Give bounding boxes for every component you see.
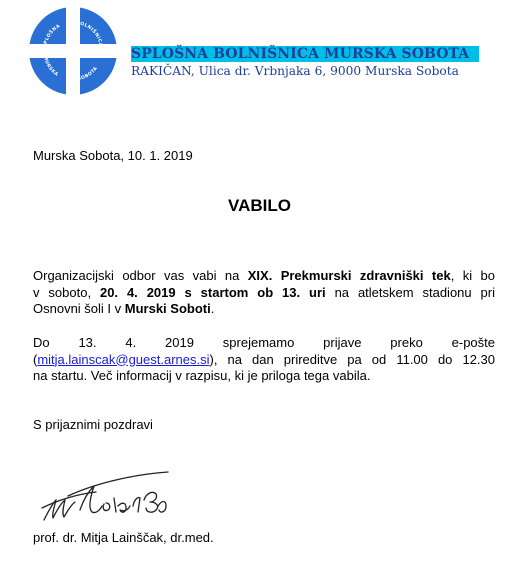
place-date: Murska Sobota, 10. 1. 2019	[33, 148, 193, 163]
event-place: Murski Soboti	[124, 301, 211, 316]
logo-text-bottom-left: MURSKA	[41, 55, 59, 78]
paragraph-line: na startu. Več informacij v razpisu, ki je priloga tega vabila.	[33, 368, 371, 383]
email-link[interactable]: mitja.lainscak@guest.arnes.si	[37, 351, 210, 367]
paragraph-invitation	[33, 268, 495, 318]
logo-text-top-right: BOLNIŠNICA	[75, 20, 103, 48]
text-run: .	[210, 301, 215, 316]
event-date: 20. 4. 2019 s startom ob 13. uri	[99, 284, 326, 300]
signer-name: prof. dr. Mitja Lainščak, dr.med.	[33, 530, 214, 545]
letter-title: VABILO	[228, 196, 291, 215]
paragraph-registration	[33, 335, 495, 385]
text-run: na atletskem stadionu pri	[325, 284, 495, 300]
paragraph-line: Do 13. 4. 2019 sprejemamo prijave preko e-pošte	[33, 335, 495, 350]
text-run: Organizacijski odbor vas vabi na	[33, 268, 248, 283]
paragraph-line	[33, 352, 495, 369]
paragraph-line	[33, 301, 495, 318]
paragraph-line	[33, 268, 495, 285]
hospital-logo-icon	[28, 6, 118, 96]
signature-icon	[38, 460, 188, 530]
event-name: XIX. Prekmurski zdravniški tek	[247, 268, 451, 283]
logo-text-top-left: SPLOŠNA	[42, 23, 62, 49]
text-run: v soboto,	[33, 284, 100, 300]
paragraph-line	[33, 285, 495, 302]
text-run: , ki bo	[450, 268, 495, 283]
text-run: Osnovni šoli I v	[33, 301, 125, 316]
hospital-address: RAKIČAN, Ulica dr. Vrbnjaka 6, 9000 Murska Sobota	[131, 64, 459, 78]
logo-text-bottom-right: SOBOTA	[77, 66, 100, 83]
greeting: S prijaznimi pozdravi	[33, 417, 153, 432]
text-run: ), na dan prireditve pa od 11.00 do 12.30	[209, 351, 495, 367]
hospital-name: SPLOŠNA BOLNIŠNICA MURSKA SOBOTA	[131, 46, 479, 62]
text-run: (	[33, 351, 38, 367]
